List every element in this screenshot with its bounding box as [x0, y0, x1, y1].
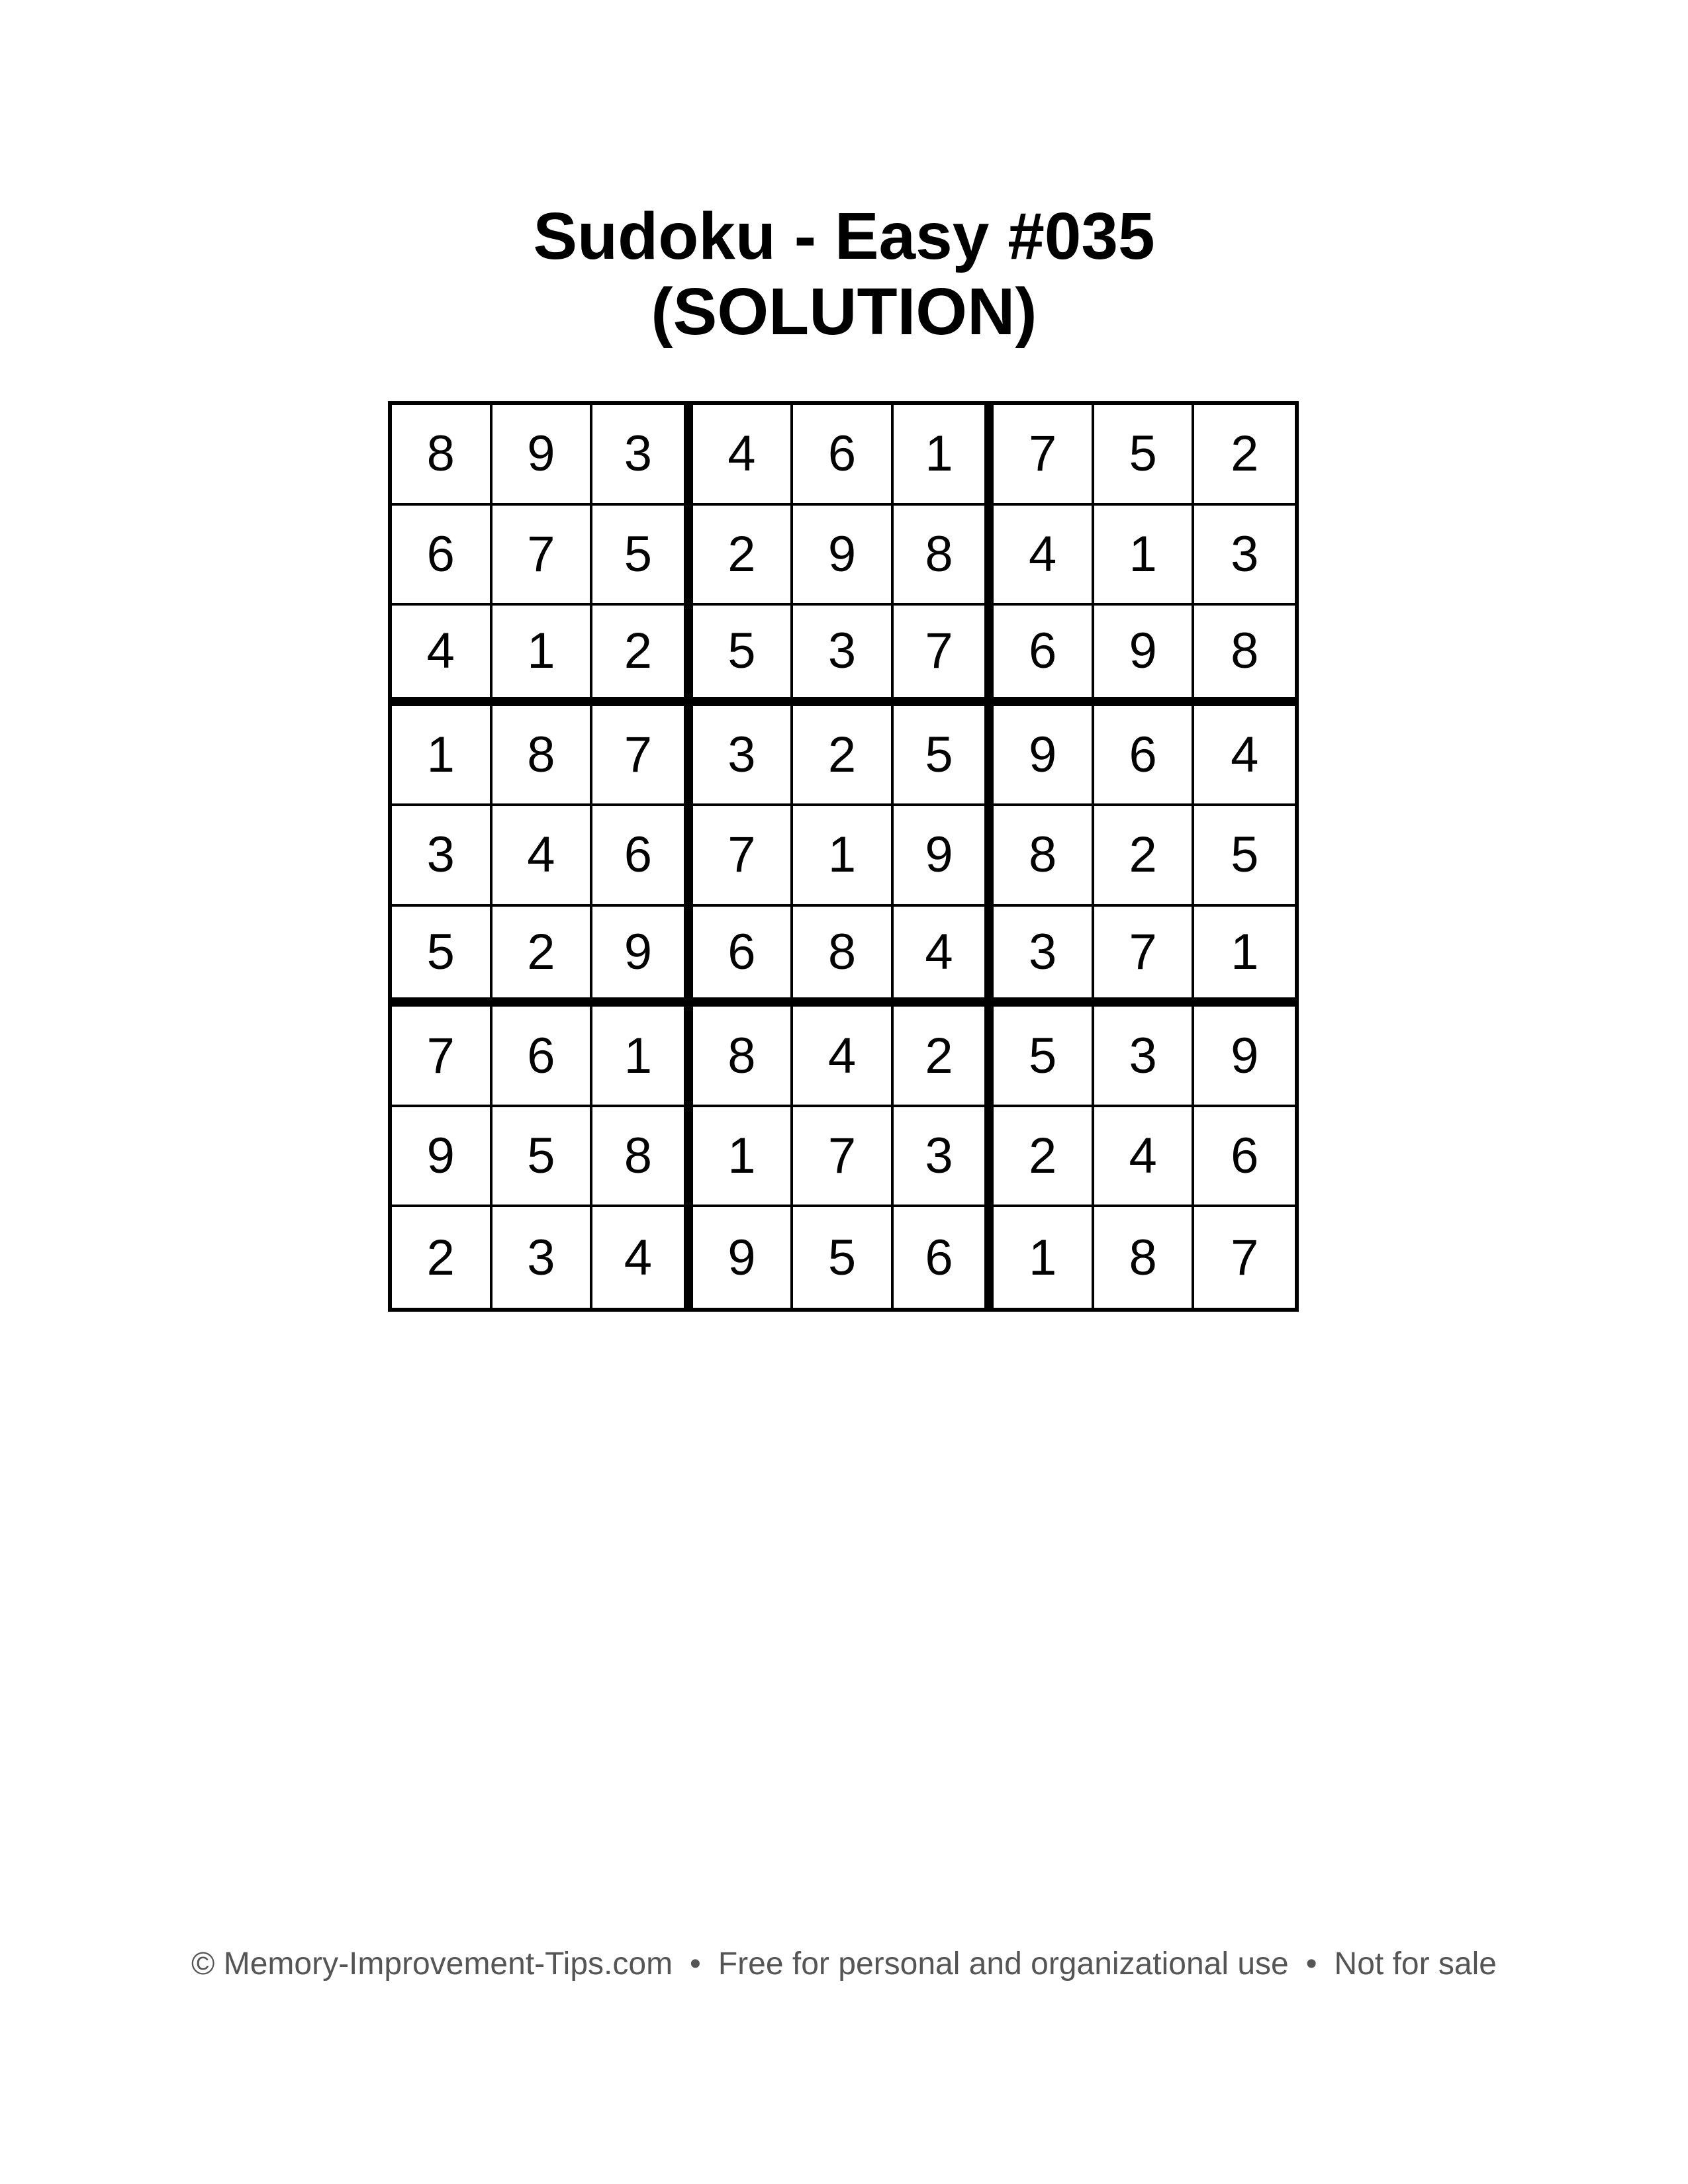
sudoku-cell-r3c3: 2 [592, 606, 693, 706]
sudoku-cell-r8c3: 8 [592, 1107, 693, 1208]
sudoku-cell-r7c2: 6 [492, 1007, 593, 1107]
sudoku-cell-r2c3: 5 [592, 506, 693, 606]
sudoku-cell-r9c5: 5 [793, 1207, 894, 1308]
page-title [0, 199, 1688, 349]
sudoku-cell-r4c2: 8 [492, 706, 593, 807]
sudoku-cell-r1c4: 4 [693, 405, 794, 506]
footer-copyright: © Memory-Improvement-Tips.com [191, 1946, 673, 1981]
sudoku-grid [388, 401, 1299, 1312]
sudoku-cell-r6c1: 5 [392, 907, 492, 1007]
sudoku-cell-r3c4: 5 [693, 606, 794, 706]
sudoku-cell-r1c1: 8 [392, 405, 492, 506]
sudoku-cell-r9c7: 1 [994, 1207, 1094, 1308]
sudoku-cell-r3c7: 6 [994, 606, 1094, 706]
sudoku-cell-r5c2: 4 [492, 806, 593, 907]
sudoku-cell-r4c7: 9 [994, 706, 1094, 807]
sudoku-cell-r4c9: 4 [1194, 706, 1295, 807]
sudoku-cell-r5c7: 8 [994, 806, 1094, 907]
sudoku-cell-r1c3: 3 [592, 405, 693, 506]
sudoku-cell-r3c2: 1 [492, 606, 593, 706]
sudoku-cell-r7c9: 9 [1194, 1007, 1295, 1107]
sudoku-cell-r8c4: 1 [693, 1107, 794, 1208]
sudoku-cell-r8c6: 3 [894, 1107, 994, 1208]
footer-usage: Free for personal and organizational use [718, 1946, 1289, 1981]
sudoku-cell-r4c3: 7 [592, 706, 693, 807]
sudoku-cell-r6c7: 3 [994, 907, 1094, 1007]
sudoku-cell-r9c2: 3 [492, 1207, 593, 1308]
sudoku-cell-r6c8: 7 [1094, 907, 1195, 1007]
sudoku-cell-r2c7: 4 [994, 506, 1094, 606]
sudoku-cell-r1c8: 5 [1094, 405, 1195, 506]
sudoku-cell-r8c2: 5 [492, 1107, 593, 1208]
sudoku-cell-r7c5: 4 [793, 1007, 894, 1107]
sudoku-cell-r3c5: 3 [793, 606, 894, 706]
sudoku-cell-r5c1: 3 [392, 806, 492, 907]
sudoku-cell-r8c8: 4 [1094, 1107, 1195, 1208]
sudoku-cell-r3c6: 7 [894, 606, 994, 706]
sudoku-cell-r1c6: 1 [894, 405, 994, 506]
sudoku-cell-r2c1: 6 [392, 506, 492, 606]
sudoku-cell-r9c1: 2 [392, 1207, 492, 1308]
sudoku-cell-r6c6: 4 [894, 907, 994, 1007]
sudoku-cell-r7c1: 7 [392, 1007, 492, 1107]
footer [0, 1946, 1688, 1982]
sudoku-cell-r9c9: 7 [1231, 1229, 1259, 1286]
sudoku-cell-r4c8: 6 [1094, 706, 1195, 807]
sudoku-cell-r9c6: 6 [894, 1207, 994, 1308]
sudoku-cell-r5c9: 5 [1194, 806, 1295, 907]
sudoku-cell-r6c9: 1 [1194, 907, 1295, 1007]
sudoku-cell-r6c2: 2 [492, 907, 593, 1007]
sudoku-cell-r4c6: 5 [894, 706, 994, 807]
sudoku-cell-r1c7: 7 [994, 405, 1094, 506]
sudoku-cell-r5c3: 6 [592, 806, 693, 907]
sudoku-cell-r5c4: 7 [693, 806, 794, 907]
sudoku-cell-r7c4: 8 [693, 1007, 794, 1107]
sudoku-cell-r2c8: 1 [1094, 506, 1195, 606]
sudoku-cell-r8c5: 7 [793, 1107, 894, 1208]
sudoku-cell-r3c8: 9 [1094, 606, 1195, 706]
sudoku-cell-r6c5: 8 [793, 907, 894, 1007]
sudoku-cell-r3c1: 4 [392, 606, 492, 706]
footer-separator-2: • [1305, 1946, 1317, 1981]
sudoku-cell-r2c4: 2 [693, 506, 794, 606]
sudoku-cell-r8c1: 9 [392, 1107, 492, 1208]
sudoku-cell-r7c7: 5 [994, 1007, 1094, 1107]
sudoku-cell-r2c2: 7 [492, 506, 593, 606]
sudoku-cell-r2c9: 3 [1194, 506, 1295, 606]
sudoku-cell-r5c8: 2 [1094, 806, 1195, 907]
sudoku-cell-r8c9: 6 [1194, 1107, 1295, 1208]
sudoku-cell-r4c1: 1 [392, 706, 492, 807]
sudoku-cell-r7c3: 1 [592, 1007, 693, 1107]
sudoku-cell-r5c6: 9 [894, 806, 994, 907]
sudoku-cell-r9c4: 9 [693, 1207, 794, 1308]
sudoku-cell-r8c7: 2 [994, 1107, 1094, 1208]
sudoku-cell-r6c4: 6 [693, 907, 794, 1007]
sudoku-cell-r1c2: 9 [492, 405, 593, 506]
sudoku-cell-r9c8: 8 [1094, 1207, 1195, 1308]
sudoku-cell-r7c8: 3 [1094, 1007, 1195, 1107]
sudoku-cell-r3c9: 8 [1194, 606, 1295, 706]
title-line-2: (SOLUTION) [651, 275, 1037, 349]
sudoku-cell-r1c5: 6 [793, 405, 894, 506]
sudoku-cell-r4c4: 3 [693, 706, 794, 807]
sudoku-cell-r5c5: 1 [793, 806, 894, 907]
footer-sale-note: Not for sale [1334, 1946, 1497, 1981]
sudoku-cell-r4c5: 2 [793, 706, 894, 807]
sudoku-cell-r2c6: 8 [894, 506, 994, 606]
sudoku-cell-r7c6: 2 [894, 1007, 994, 1107]
footer-separator-1: • [690, 1946, 701, 1981]
sudoku-cell-r1c9: 2 [1194, 405, 1295, 506]
sudoku-cell-r2c5: 9 [793, 506, 894, 606]
sudoku-cell-r6c3: 9 [592, 907, 693, 1007]
sudoku-cell-r9c3: 4 [592, 1207, 693, 1308]
title-line-1: Sudoku - Easy #035 [533, 199, 1155, 273]
